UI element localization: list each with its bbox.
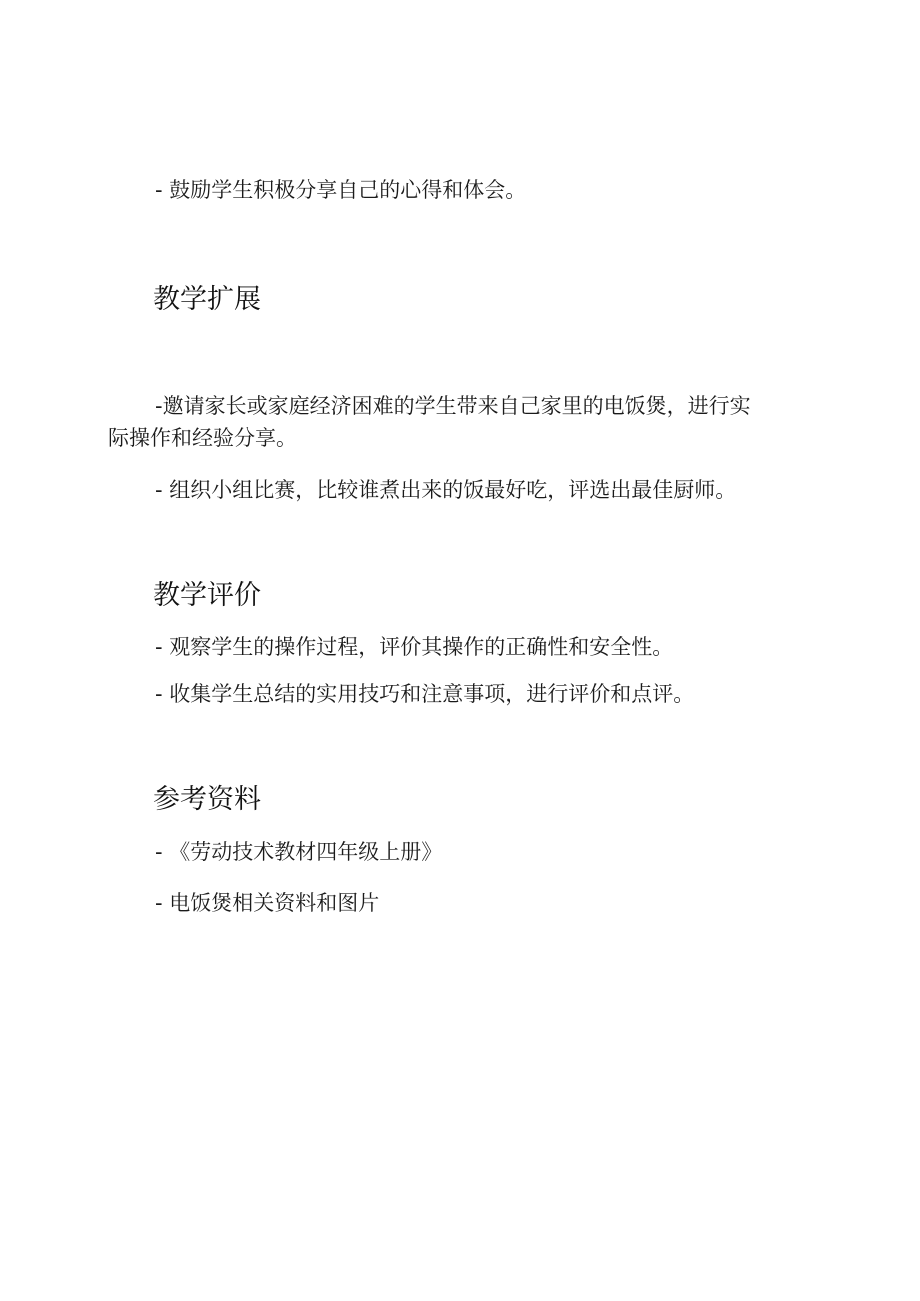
list-item-observe-operation: - 观察学生的操作过程，评价其操作的正确性和安全性。 <box>155 635 674 659</box>
list-item-invite-parents-line1: -邀请家长或家庭经济困难的学生带来自己家里的电饭煲，进行实 <box>155 394 751 418</box>
section-heading-references: 参考资料 <box>153 784 261 815</box>
list-item-rice-cooker-materials: - 电饭煲相关资料和图片 <box>155 891 380 915</box>
list-item-collect-tips: - 收集学生总结的实用技巧和注意事项，进行评价和点评。 <box>155 682 695 706</box>
list-item-share-experience: - 鼓励学生积极分享自己的心得和体会。 <box>155 178 527 202</box>
list-item-textbook: - 《劳动技术教材四年级上册》 <box>155 840 443 864</box>
section-heading-evaluation: 教学评价 <box>153 580 261 611</box>
list-item-invite-parents-line2: 际操作和经验分享。 <box>108 426 297 450</box>
list-item-group-competition: - 组织小组比赛，比较谁煮出来的饭最好吃，评选出最佳厨师。 <box>155 478 737 502</box>
section-heading-extension: 教学扩展 <box>153 284 261 315</box>
